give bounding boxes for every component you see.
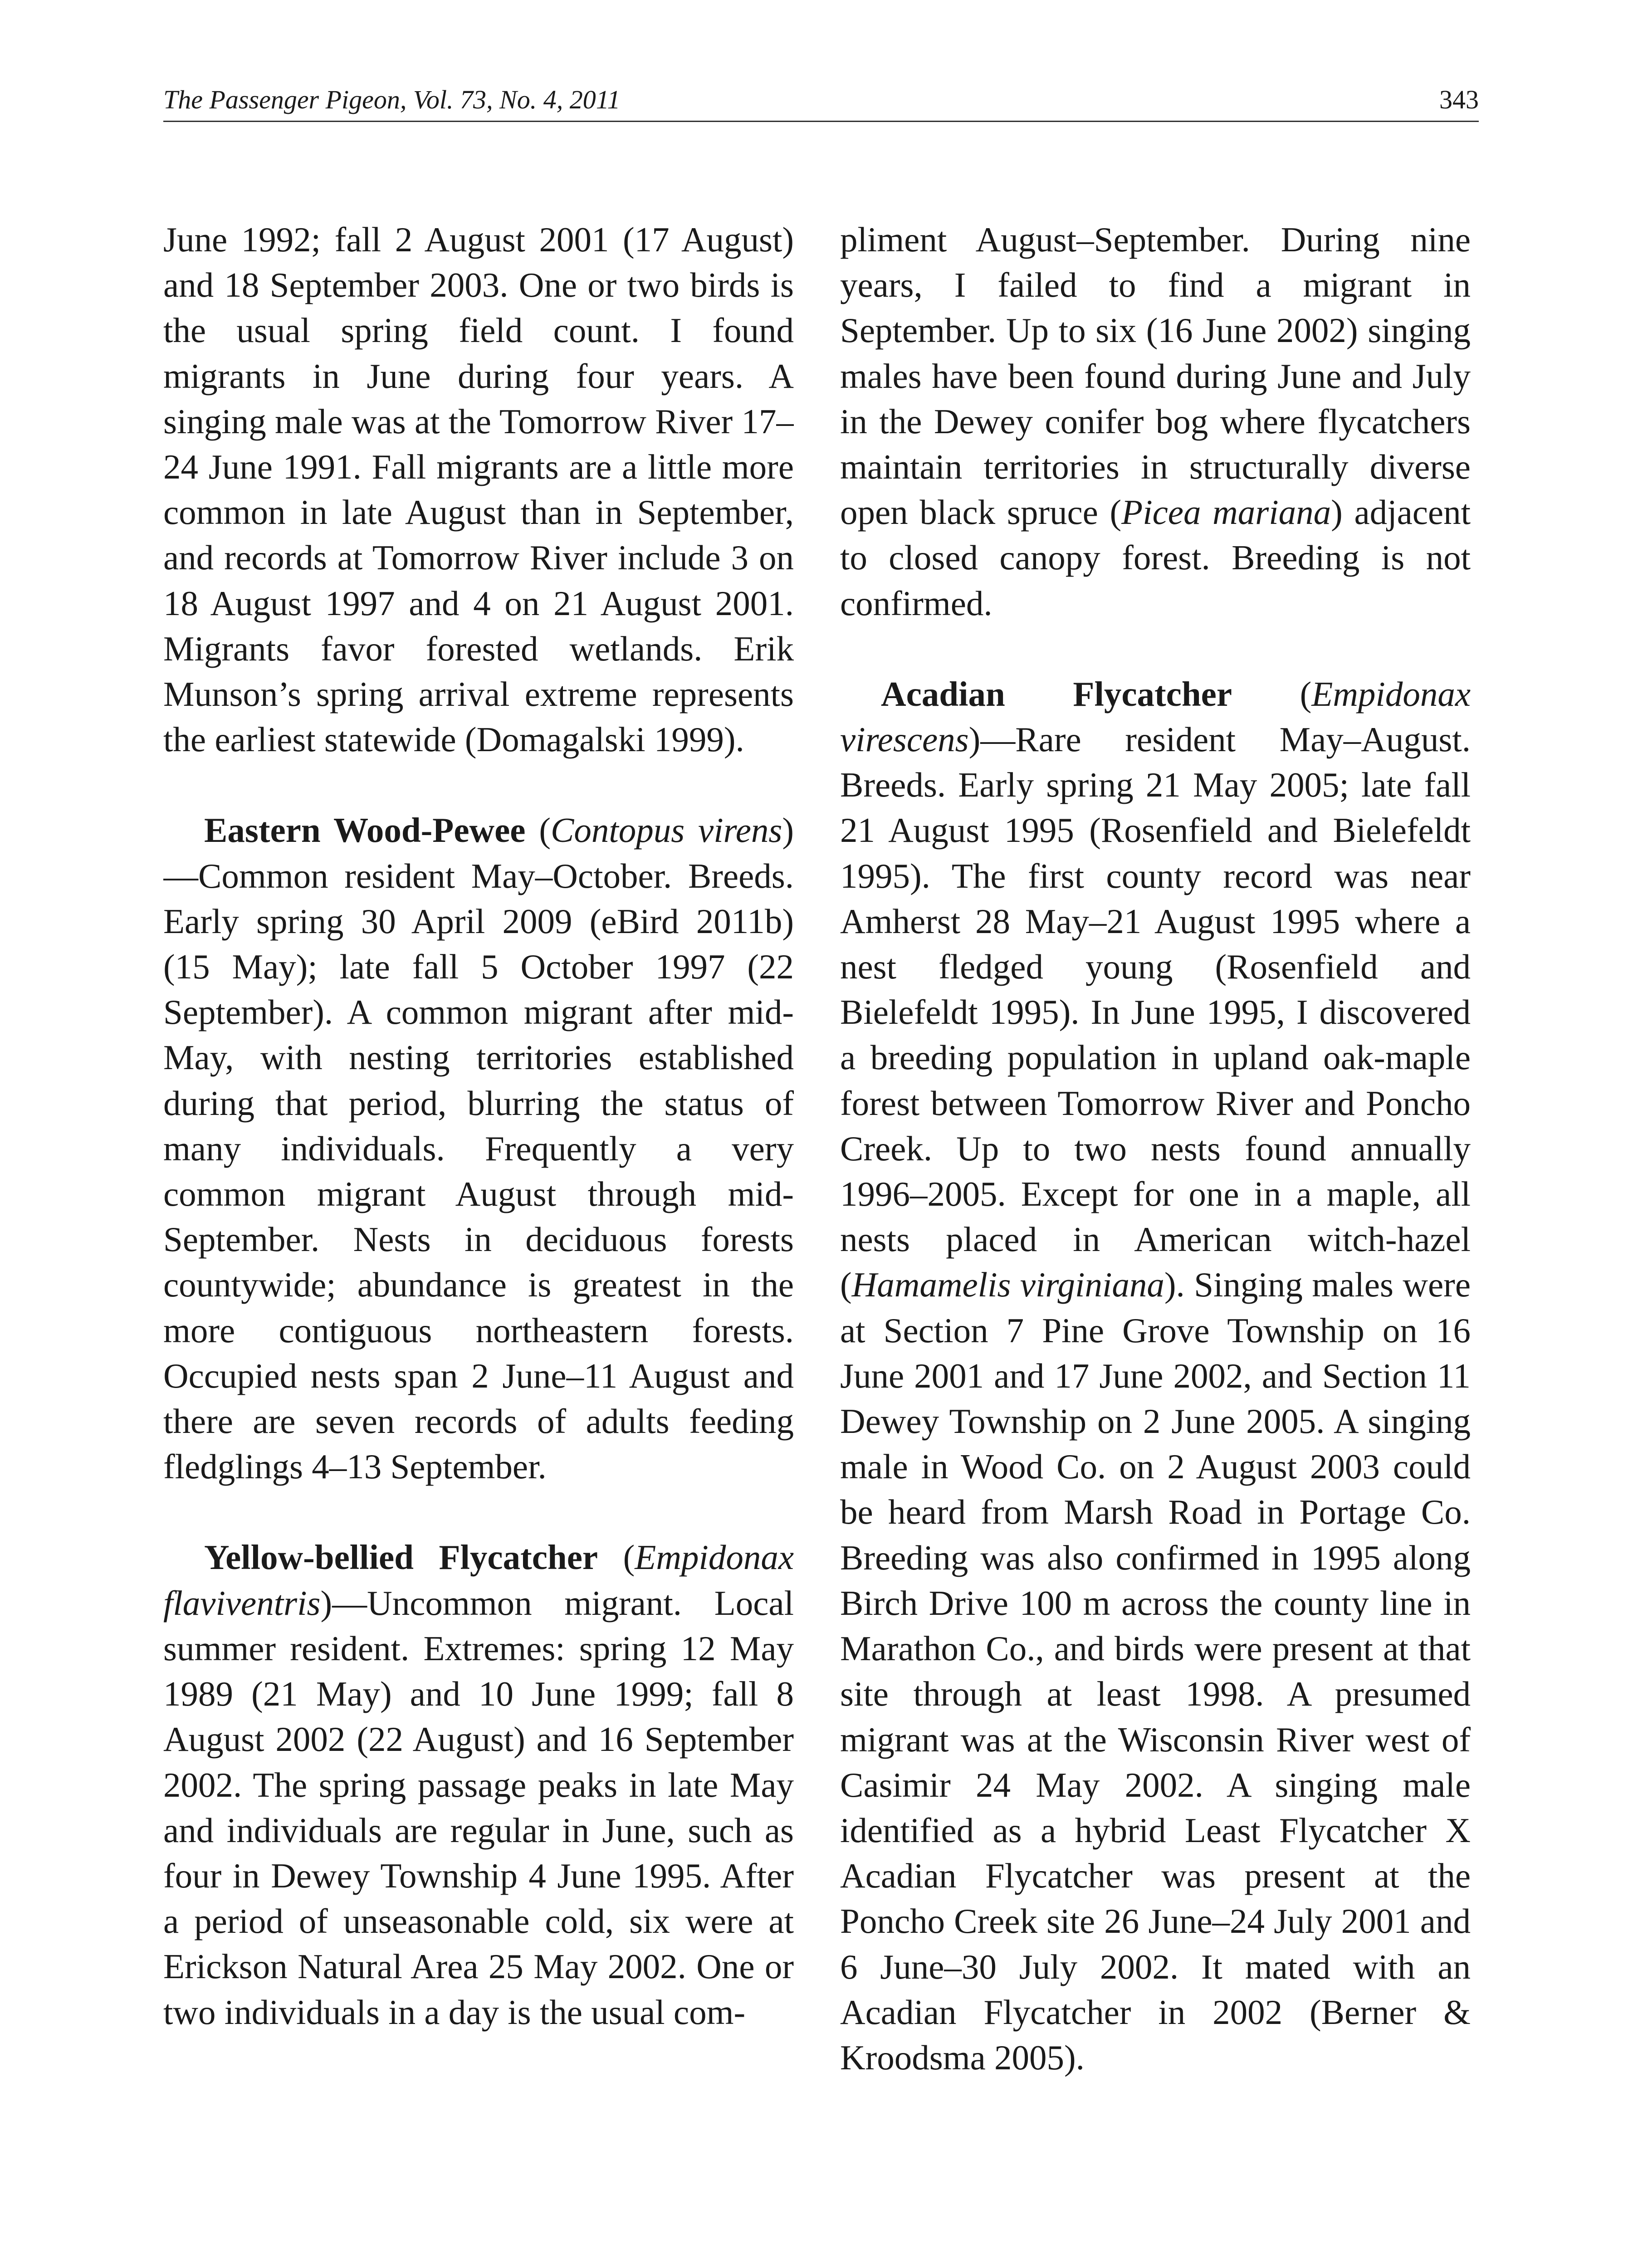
species-account: ). Singing males were at Section 7 Pine Grove Township on 16 June 2001 and 17 June 2002, and Section 11 Dewey Township on 2 June 2005. A singing male in Wood Co. on 2 August 2003 could be heard from Marsh Road in Portage Co. Breeding was also confirmed in 1995 along Birch Drive 100 m across the county line in Marathon Co., and birds were present at that site through at least 1998. A presumed migrant was at the Wisconsin River west of Casimir 24 May 2002. A singing male identified as a hybrid Least Flycatcher X Acadian Flycatcher was present at the Poncho Creek site 26 June–24 July 2001 and 6 June–30 July 2002. It mated with an Acadian Flycatcher in 2002 (Berner & Kroodsma 2005).	[840, 1265, 1471, 2077]
species-account: —Rare resident May–August. Breeds. Early spring 21 May 2005; late fall 21 August 1995 (Rosenfield and Bielefeldt 1995). The first county record was near Amherst 28 May–21 August 1995 where a nest fledged young (Rosenfield and Bielefeldt 1995). In June 1995, I discovered a breeding population in upland oak-maple forest between Tomorrow River and Poncho Creek. Up to two nests found annually 1996–2005. Except for one in a maple, all nests placed in American witch-hazel (	[840, 720, 1471, 1305]
species-name: Yellow-bellied Flycatcher	[204, 1538, 598, 1577]
paragraph-continued: June 1992; fall 2 August 2001 (17 August) and 18 September 2003. One or two birds is the usual spring field count. I found migrants in June during four years. A singing male was at the Tomorrow River 17–24 June 1991. Fall migrants are a little more common in late August than in September, and records at Tomorrow River include 3 on 18 August 1997 and 4 on 21 August 2001. Migrants favor forested wetlands. Erik Munson’s spring arrival extreme represents the earliest statewide (Domagalski 1999).	[163, 220, 794, 759]
species-entry-yellow-bellied-flycatcher: Yellow-bellied Flycatcher (Empidonax flaviventris)—Uncommon migrant. Local summer resident. Extremes: spring 12 May 1989 (21 May) and 10 June 1999; fall 8 August 2002 (22 August) and 16 September 2002. The spring passage peaks in late May and individuals are regular in June, such as four in Dewey Township 4 June 1995. After a period of unseasonable cold, six were at Erickson Natural Area 25 May 2002. One or two individuals in a day is the usual com-	[163, 1538, 794, 2032]
running-head	[163, 84, 1479, 122]
text-run: ) adjacent to closed canopy forest. Breeding is not confirmed.	[840, 493, 1471, 623]
species-account: —Uncommon migrant. Local summer resident. Extremes: spring 12 May 1989 (21 May) and 10 June 1999; fall 8 August 2002 (22 August) and 16 September 2002. The spring passage peaks in late May and individuals are regular in June, such as four in Dewey Township 4 June 1995. After a period of unseasonable cold, six were at Erickson Natural Area 25 May 2002. One or two individuals in a day is the usual com-	[163, 1583, 794, 2032]
species-name: Eastern Wood-Pewee	[204, 811, 526, 850]
species-name: Acadian Flycatcher	[881, 674, 1232, 714]
scientific-name: Contopus virens	[550, 811, 782, 850]
right-column	[840, 217, 1471, 2268]
scientific-name: Empidonax virescens	[840, 674, 1471, 759]
text-run: pliment August–September. During nine years, I failed to find a migrant in September. Up to six (16 June 2002) singing males have been found during June and July in the Dewey conifer bog where flycatchers maintain territories in structurally diverse open black spruce (	[840, 220, 1471, 532]
scientific-name: Picea mariana	[1121, 493, 1331, 532]
paragraph-continued	[840, 217, 1471, 626]
page-number: 343	[1439, 85, 1479, 114]
species-account: —Common resident May–October. Breeds. Early spring 30 April 2009 (eBird 2011b) (15 May); late fall 5 October 1997 (22 September). A common migrant after mid-May, with nesting territories established during that period, blurring the status of many individuals. Frequently a very common migrant August through mid-September. Nests in deciduous forests countywide; abundance is greatest in the more contiguous northeastern forests. Occupied nests span 2 June–11 August and there are seven records of adults feeding fledglings 4–13 September.	[163, 856, 794, 1486]
scientific-name: Hamamelis virginiana	[851, 1265, 1164, 1305]
species-entry-eastern-wood-pewee: Eastern Wood-Pewee (Contopus virens)—Common resident May–October. Breeds. Early spring 30 April 2009 (eBird 2011b) (15 May); late fall 5 October 1997 (22 September). A common migrant after mid-May, with nesting territories established during that period, blurring the status of many individuals. Frequently a very common migrant August through mid-September. Nests in deciduous forests countywide; abundance is greatest in the more contiguous northeastern forests. Occupied nests span 2 June–11 August and there are seven records of adults feeding fledglings 4–13 September.	[163, 811, 794, 1486]
left-column	[163, 217, 794, 2268]
species-entry-acadian-flycatcher: Acadian Flycatcher (Empidonax virescens)—Rare resident May–August. Breeds. Early spring 21 May 2005; late fall 21 August 1995 (Rosenfield and Bielefeldt 1995). The first county record was near Amherst 28 May–21 August 1995 where a nest fledged young (Rosenfield and Bielefeldt 1995). In June 1995, I discovered a breeding population in upland oak-maple forest between Tomorrow River and Poncho Creek. Up to two nests found annually 1996–2005. Except for one in a maple, all nests placed in American witch-hazel (Hamamelis virginiana). Singing males were at Section 7 Pine Grove Township on 16 June 2001 and 17 June 2002, and Section 11 Dewey Township on 2 June 2005. A singing male in Wood Co. on 2 August 2003 could be heard from Marsh Road in Portage Co. Breeding was also confirmed in 1995 along Birch Drive 100 m across the county line in Marathon Co., and birds were present at that site through at least 1998. A presumed migrant was at the Wisconsin River west of Casimir 24 May 2002. A singing male identified as a hybrid Least Flycatcher X Acadian Flycatcher was present at the Poncho Creek site 26 June–24 July 2001 and 6 June–30 July 2002. It mated with an Acadian Flycatcher in 2002 (Berner & Kroodsma 2005).	[840, 674, 1471, 2077]
scientific-name: Empidonax flaviventris	[163, 1538, 794, 1623]
journal-citation: The Passenger Pigeon, Vol. 73, No. 4, 2011	[163, 85, 621, 114]
